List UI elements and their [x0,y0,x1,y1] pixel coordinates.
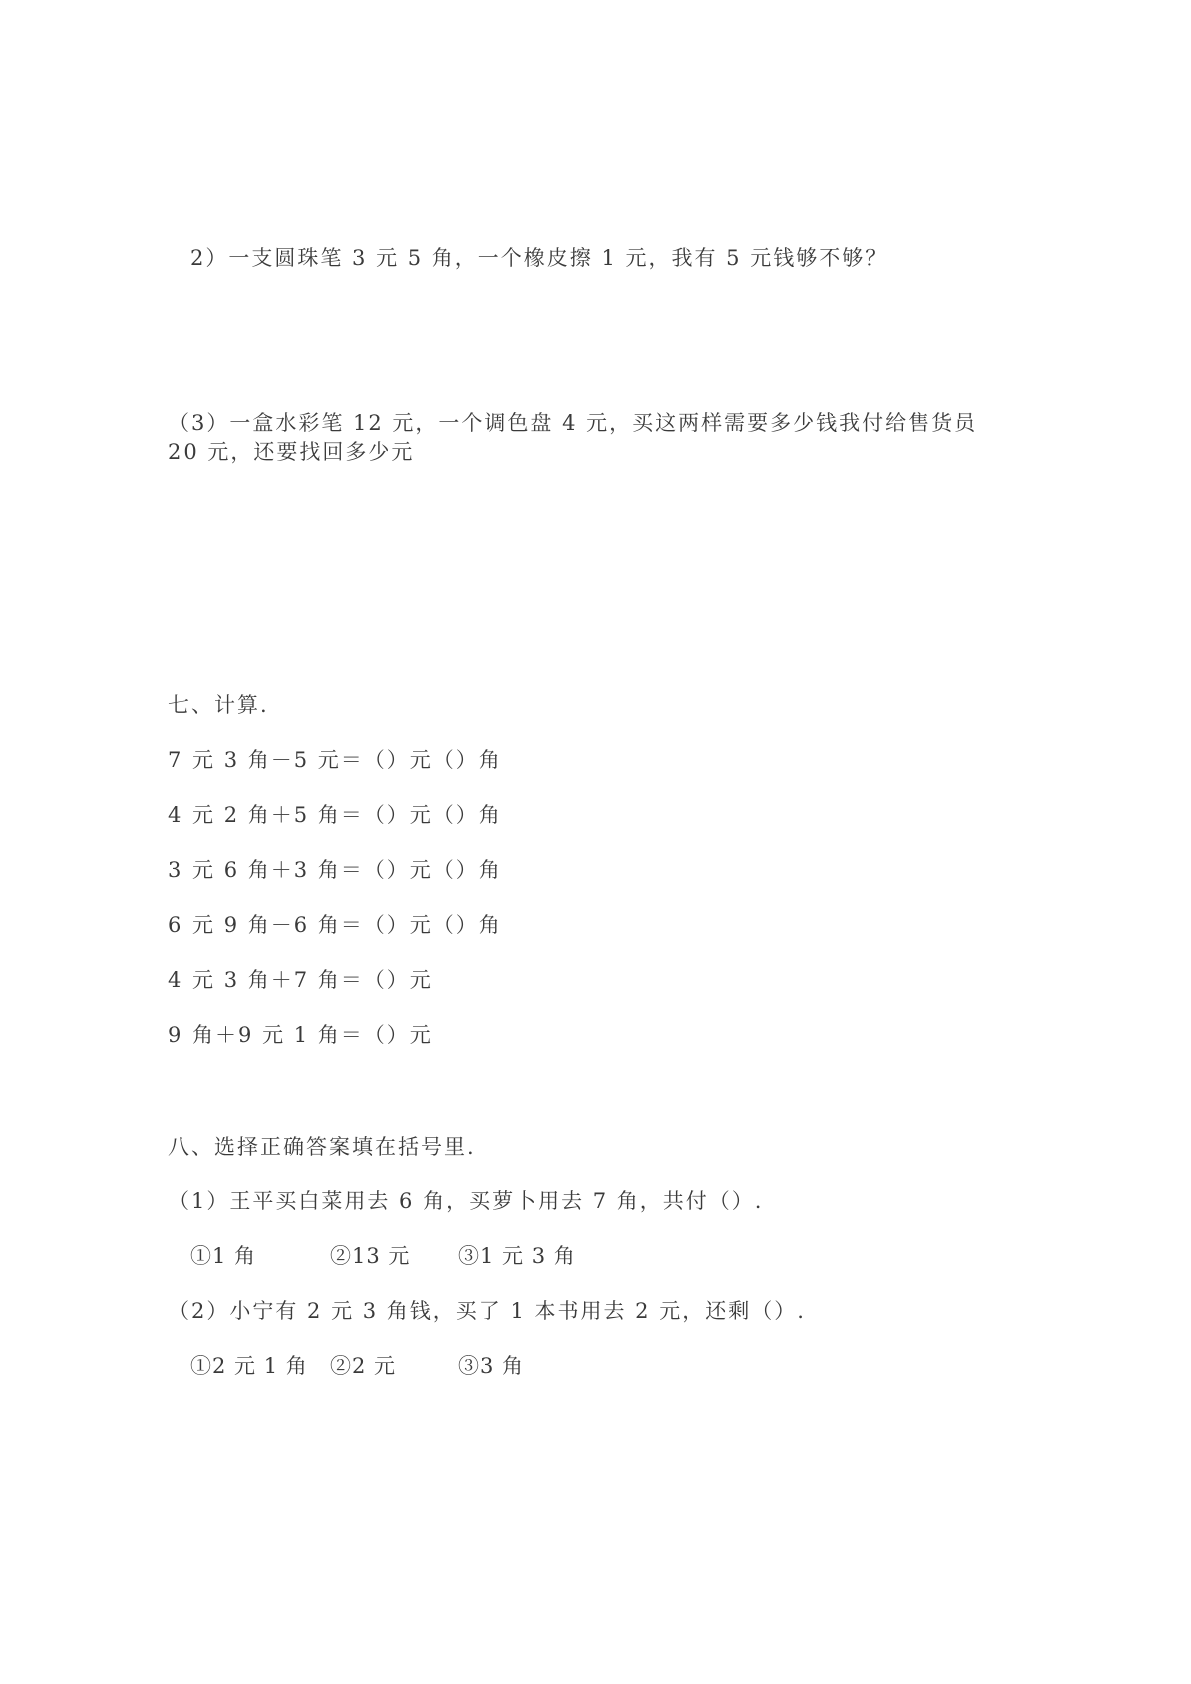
choice-option: ②13 元 [330,1244,411,1268]
choice-question-2-options [190,1351,690,1381]
section-7-heading: 七、计算. [168,693,269,717]
word-problem-3-line-2: 20 元，还要找回多少元 [168,440,415,464]
choice-question-1: （1）王平买白菜用去 6 角，买萝卜用去 7 角，共付（）. [168,1189,764,1213]
calc-item-2: 4 元 2 角＋5 角＝（）元（）角 [168,803,502,827]
word-problem-3-line-1: （3）一盒水彩笔 12 元，一个调色盘 4 元，买这两样需要多少钱我付给售货员 [168,411,978,435]
choice-option: ①2 元 1 角 [190,1354,308,1378]
calc-item-1: 7 元 3 角－5 元＝（）元（）角 [168,748,502,772]
calc-item-4: 6 元 9 角－6 角＝（）元（）角 [168,913,502,937]
calc-item-6: 9 角＋9 元 1 角＝（）元 [168,1023,433,1047]
choice-question-2: （2）小宁有 2 元 3 角钱，买了 1 本书用去 2 元，还剩（）. [168,1299,806,1323]
calc-item-5: 4 元 3 角＋7 角＝（）元 [168,968,433,992]
choice-option: ①1 角 [190,1244,257,1268]
choice-option: ③3 角 [458,1354,525,1378]
choice-question-1-options [190,1241,690,1271]
section-8-heading: 八、选择正确答案填在括号里. [168,1135,476,1159]
choice-option: ③1 元 3 角 [458,1244,576,1268]
calc-item-3: 3 元 6 角＋3 角＝（）元（）角 [168,858,502,882]
word-problem-2: 2）一支圆珠笔 3 元 5 角，一个橡皮擦 1 元，我有 5 元钱够不够？ [190,246,889,270]
choice-option: ②2 元 [330,1354,397,1378]
